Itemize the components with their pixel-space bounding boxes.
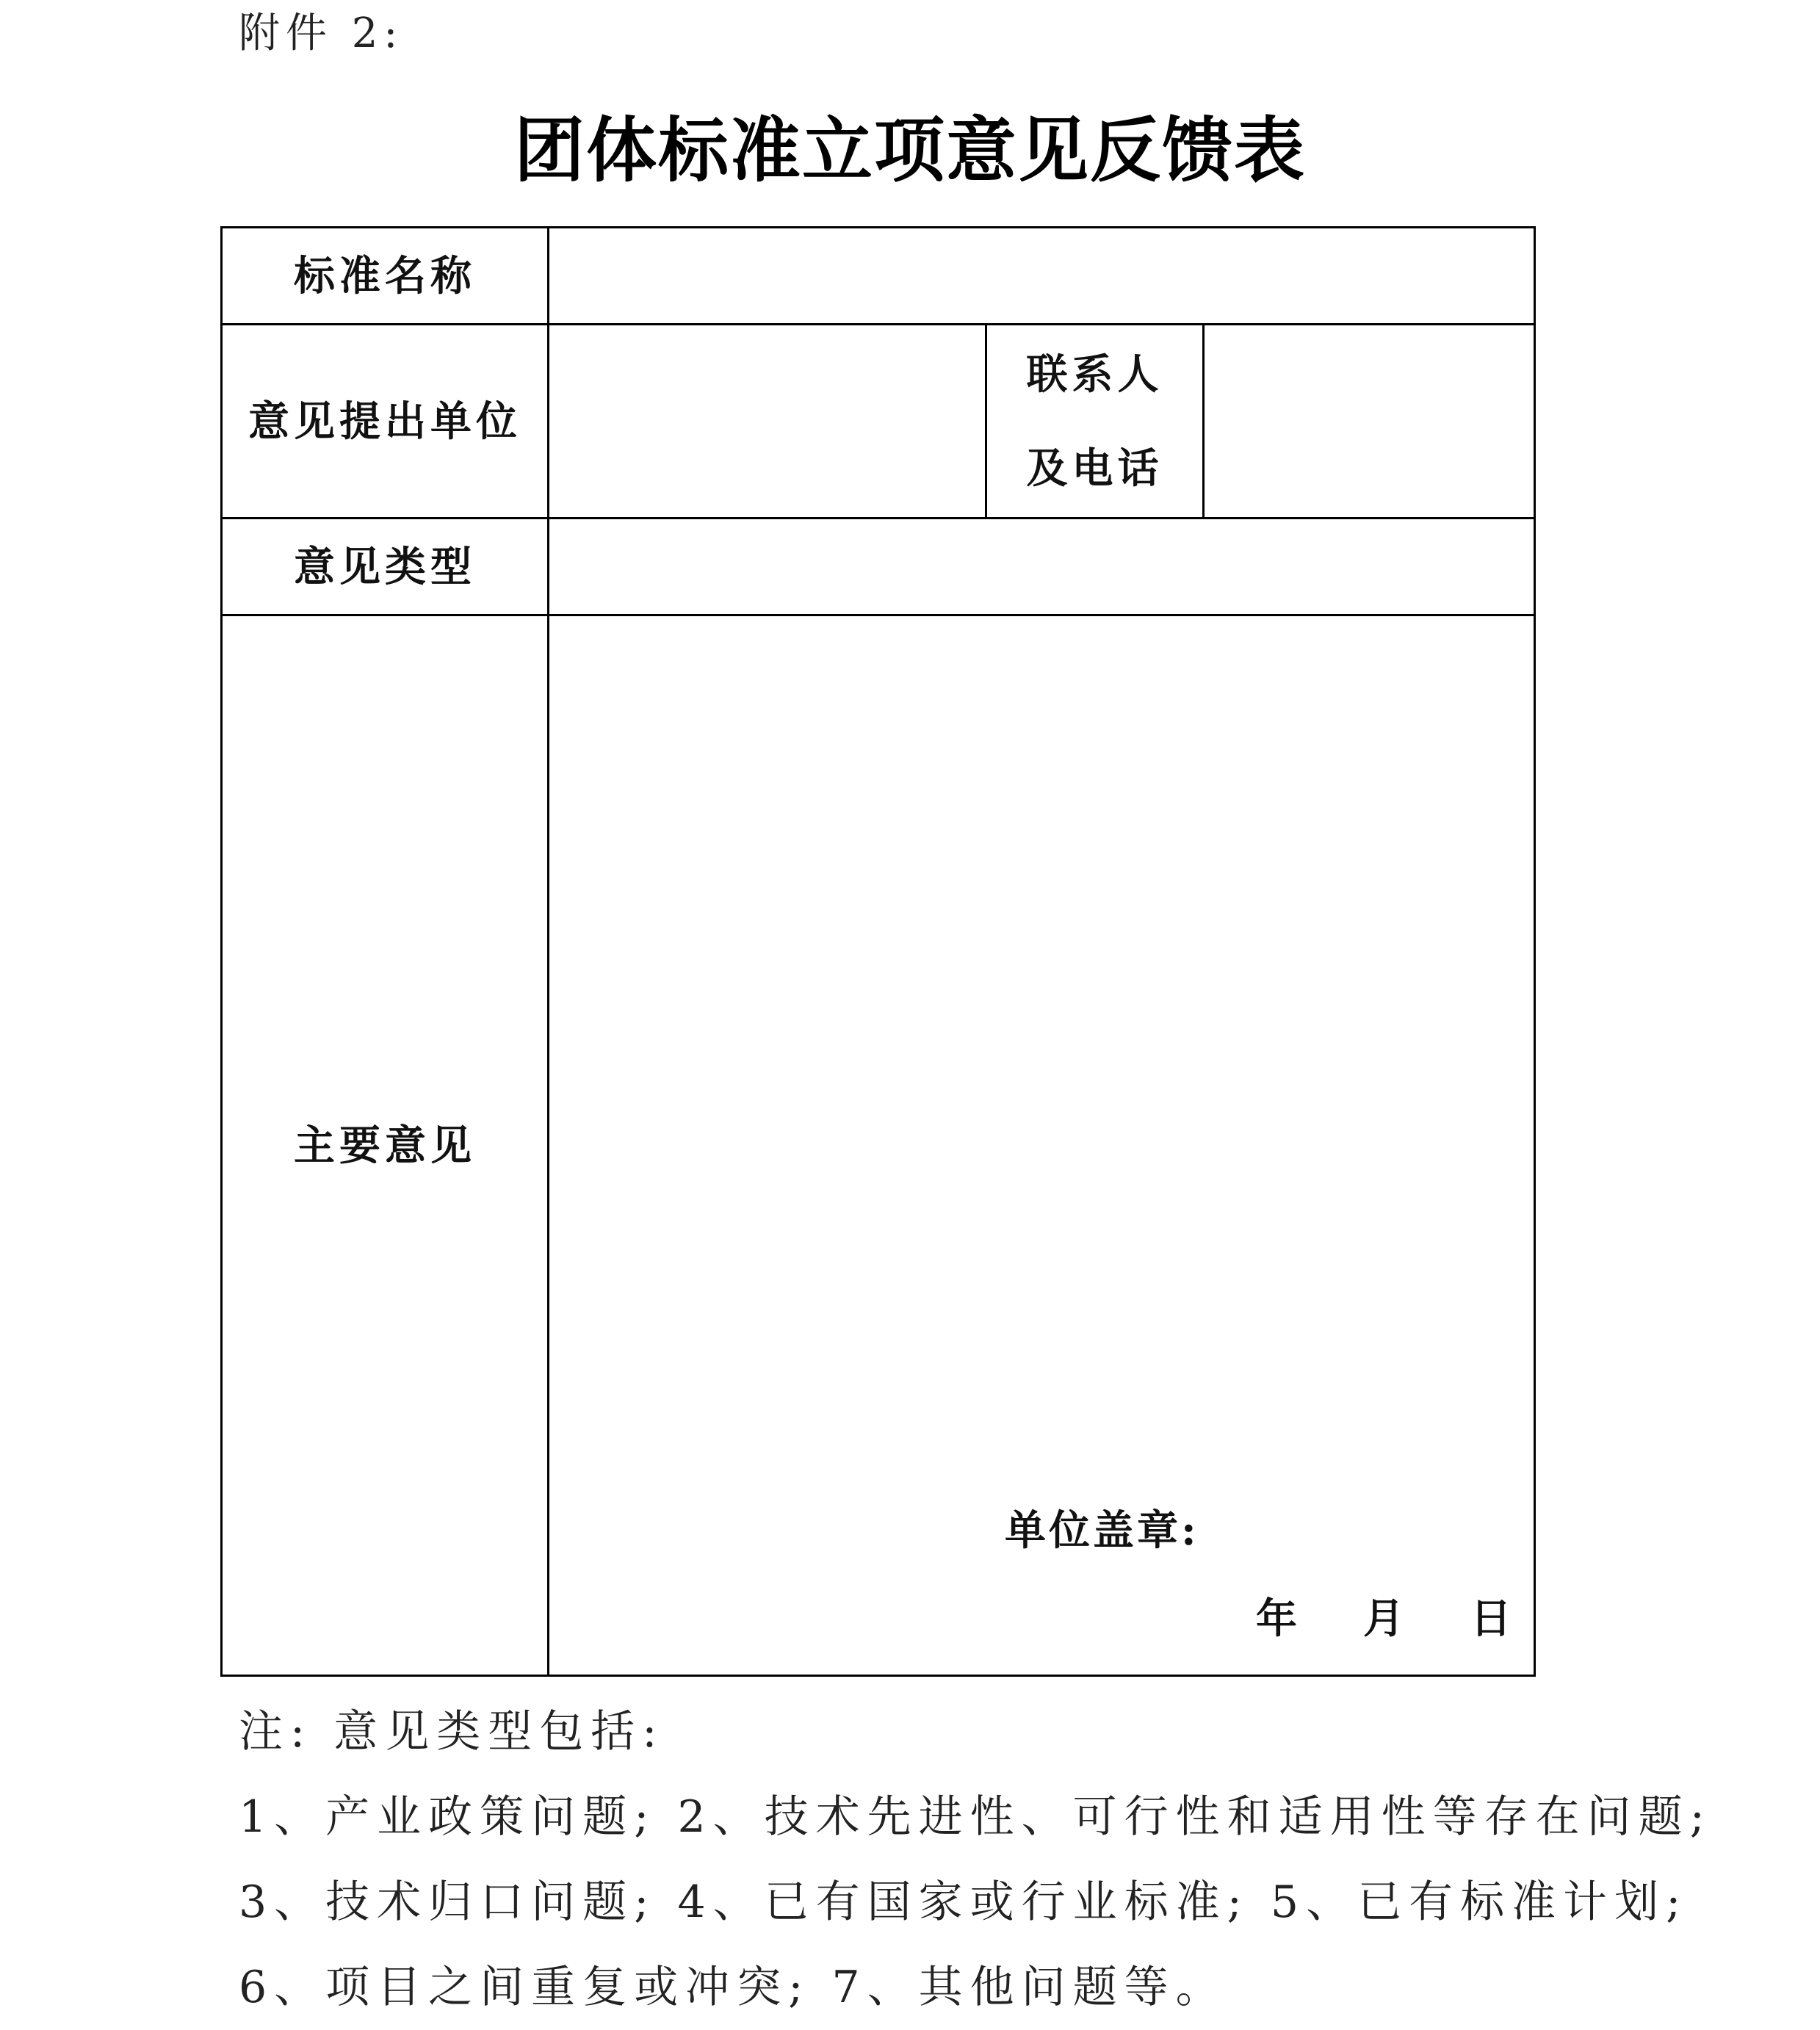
main-opinion-label: 主要意见 (222, 615, 549, 1676)
notes-line-3: 6、项目之间重复或冲突; 7、其他问题等。 (239, 1962, 1227, 2013)
attachment-label: 附件 2: (239, 10, 404, 57)
unit-label: 意见提出单位 (222, 325, 549, 519)
main-opinion-field[interactable] (549, 615, 1535, 1676)
date-day-label: 日 (1470, 1594, 1512, 1643)
standard-name-field[interactable] (549, 228, 1535, 325)
opinion-type-label: 意见类型 (222, 519, 549, 615)
row-standard-name (222, 228, 1535, 325)
contact-field[interactable] (1204, 325, 1535, 519)
row-unit-contact (222, 325, 1535, 519)
row-main-opinion (222, 615, 1535, 1676)
date-row (1256, 1593, 1512, 1644)
document-title: 团体标准立项意见反馈表 (514, 109, 1306, 192)
row-opinion-type (222, 519, 1535, 615)
standard-name-label: 标准名称 (222, 228, 549, 325)
notes-line-1: 1、产业政策问题; 2、技术先进性、可行性和适用性等存在问题; (239, 1791, 1712, 1843)
notes-line-2: 3、技术归口问题; 4、已有国家或行业标准; 5、已有标准计划; (239, 1877, 1689, 1928)
unit-field[interactable] (549, 325, 986, 519)
notes-section (239, 1689, 1712, 2030)
unit-seal-label: 单位盖章: (1005, 1506, 1199, 1555)
contact-label (986, 325, 1204, 519)
contact-label-line2: 及电话 (1026, 444, 1163, 493)
contact-label-line1: 联系人 (1026, 350, 1163, 399)
notes-title: 注: 意见类型包括: (239, 1706, 665, 1758)
feedback-form-table (220, 226, 1536, 1677)
date-year-label: 年 (1256, 1594, 1297, 1643)
date-month-label: 月 (1363, 1594, 1404, 1643)
opinion-type-field[interactable] (549, 519, 1535, 615)
